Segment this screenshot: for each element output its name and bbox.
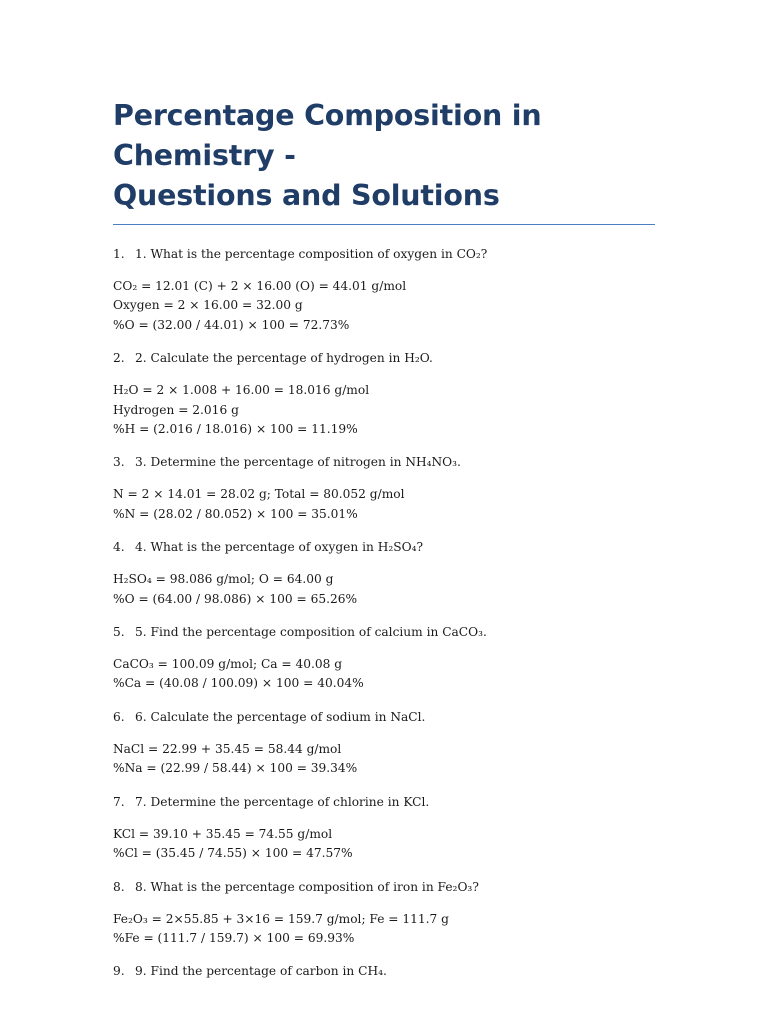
question-text: 1. What is the percentage composition of oxygen in CO₂? [135,247,488,261]
question-item-6 [113,708,655,726]
answer-line: %H = (2.016 / 18.016) × 100 = 11.19% [113,422,358,437]
answer-block-5 [113,655,655,694]
question-number: 5. [113,625,125,640]
answer-line: %Ca = (40.08 / 100.09) × 100 = 40.04% [113,676,364,691]
title-line-1: Percentage Composition in Chemistry - [113,99,542,172]
question-number: 2. [113,351,125,366]
answer-line: %N = (28.02 / 80.052) × 100 = 35.01% [113,506,358,521]
question-text: 8. What is the percentage composition of iron in Fe₂O₃? [135,879,479,894]
question-number: 8. [113,879,125,894]
question-text: 6. Calculate the percentage of sodium in NaCl. [135,709,426,724]
question-number: 1. [113,247,125,261]
answer-block-6 [113,740,655,779]
question-text: 2. Calculate the percentage of hydrogen in H₂O. [135,351,433,366]
question-item-3 [113,453,655,471]
question-number: 6. [113,709,125,724]
answer-line: %Fe = (111.7 / 159.7) × 100 = 69.93% [113,930,355,945]
question-text: 5. Find the percentage composition of calcium in CaCO₃. [135,625,487,640]
answer-line: Fe₂O₃ = 2×55.85 + 3×16 = 159.7 g/mol; Fe = 111.7 g [113,911,449,926]
document-page [113,96,655,994]
question-item-9 [113,962,655,980]
question-item-4 [113,538,655,556]
question-number: 7. [113,794,125,809]
answer-block-3 [113,485,655,524]
answer-line: H₂SO₄ = 98.086 g/mol; O = 64.00 g [113,572,334,587]
question-item-7 [113,793,655,811]
answer-line: %Cl = (35.45 / 74.55) × 100 = 47.57% [113,846,353,861]
answer-line: NaCl = 22.99 + 35.45 = 58.44 g/mol [113,741,342,756]
answer-block-7 [113,825,655,864]
answer-line: Hydrogen = 2.016 g [113,402,239,417]
answer-line: %Na = (22.99 / 58.44) × 100 = 39.34% [113,761,358,776]
answer-block-1 [113,277,655,335]
question-number: 4. [113,540,125,555]
question-number: 9. [113,964,125,979]
answer-line: CaCO₃ = 100.09 g/mol; Ca = 40.08 g [113,657,343,672]
answer-block-4 [113,570,655,609]
answer-line: CO₂ = 12.01 (C) + 2 × 16.00 (O) = 44.01 g/mol [113,279,407,293]
question-text: 3. Determine the percentage of nitrogen in NH₄NO₃. [135,455,461,470]
answer-block-8 [113,910,655,949]
question-text: 7. Determine the percentage of chlorine in KCl. [135,794,430,809]
question-number: 3. [113,455,125,470]
answer-line: KCl = 39.10 + 35.45 = 74.55 g/mol [113,826,333,841]
answer-line: Oxygen = 2 × 16.00 = 32.00 g [113,298,303,313]
question-item-1 [113,245,655,263]
answer-line: %O = (32.00 / 44.01) × 100 = 72.73% [113,317,350,332]
answer-line: H₂O = 2 × 1.008 + 16.00 = 18.016 g/mol [113,383,370,398]
answer-line: %O = (64.00 / 98.086) × 100 = 65.26% [113,591,358,606]
answer-block-2 [113,381,655,439]
question-item-2 [113,349,655,367]
question-text: 9. Find the percentage of carbon in CH₄. [135,964,387,979]
answer-line: N = 2 × 14.01 = 28.02 g; Total = 80.052 g/mol [113,487,405,502]
question-text: 4. What is the percentage of oxygen in H₂SO₄? [135,540,424,555]
question-item-8 [113,878,655,896]
page-title [113,96,655,225]
question-item-5 [113,623,655,641]
title-line-2: Questions and Solutions [113,179,500,212]
question-list [113,245,655,980]
